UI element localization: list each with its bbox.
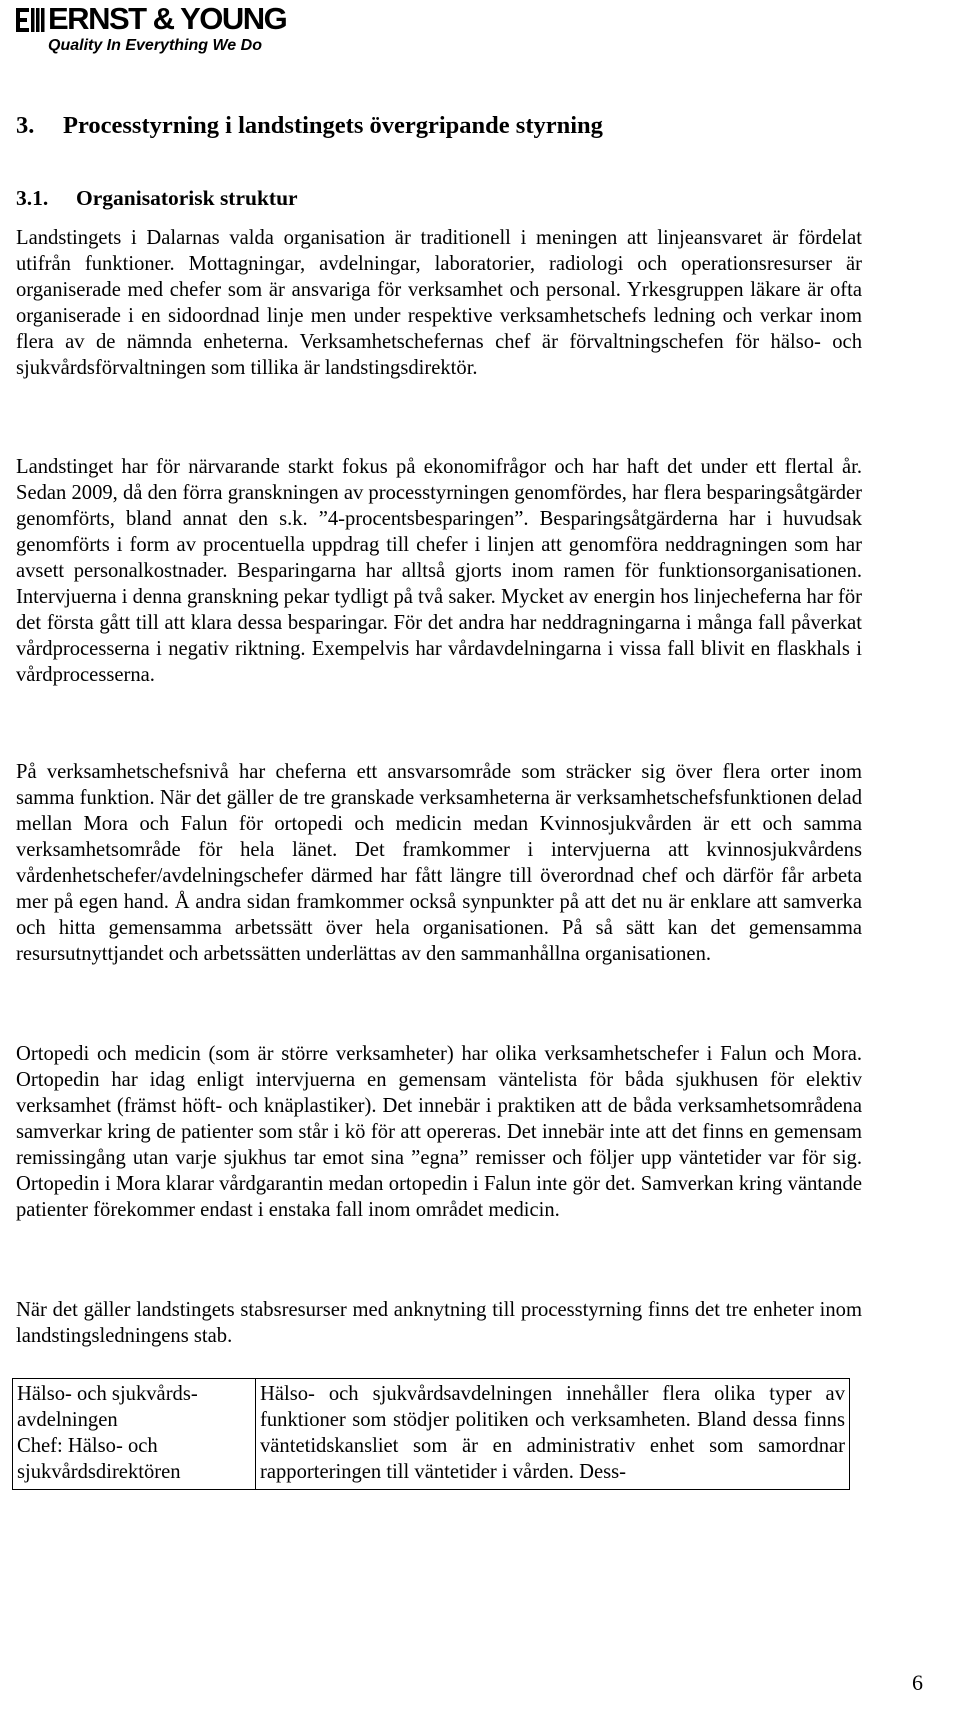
unit-name-line: Hälso- och sjukvårds- [17, 1383, 198, 1405]
ey-logo-mark-icon [16, 6, 46, 34]
section-number: 3. [16, 112, 35, 139]
paragraph: När det gäller landstingets stabsresurser med anknytning till processtyrning finns det tre enheter inom landstingsledningens stab. [16, 1299, 862, 1347]
paragraph: På verksamhetschefsnivå har cheferna ett ansvarsområde som sträcker sig över flera orter inom samma funktion. När det gäller de tre granskade verksamheterna är verksamhetschefsfunktionen delad mellan Mora och Falun för ortopedi och medicin medan Kvinnosjukvården är ett och samma verksamhetsområde för hela länet. Det framkommer i intervjuerna att kvinnosjukvårdens vårdenhetschefer/avdelningschefer därmed har fått längre till överordnad chef och därför får arbeta mer på egen hand. Å andra sidan framkommer också synpunkter på att det nu är enklare att samverka och hitta gemensamma arbetssätt över hela organisationen. På så sätt kan det gemensamma resursutnyttjandet och arbetssätten underlättas av den sammanhållna organisationen. [16, 761, 862, 965]
unit-description-table [12, 1378, 850, 1490]
subsection-title: Organisatorisk struktur [76, 186, 298, 210]
subsection-heading [16, 180, 298, 216]
section-heading [16, 108, 603, 144]
brand-name: ERNST & YOUNG [48, 1, 287, 36]
section-title: Processtyrning i landstingets övergripande styrning [63, 112, 603, 139]
paragraph: Ortopedi och medicin (som är större verksamheter) har olika verksamhetschefer i Falun och Mora. Ortopedin har idag enligt intervjuerna en gemensam väntelista för båda sjukhusen för elektiv verksamhet (främst höft- och knäplastiker). Det innebär i praktiken att de båda verksamhetsområdena samverkar kring de patienter som står i kö för att opereras. Det innebär inte att det finns en gemensam remissingång utan varje sjukhus tar emot sina ”egna” remisser och följer upp väntetider var för sig. Ortopedin i Mora klarar vårdgarantin medan ortopedin i Falun inte gör det. Samverkan kring väntande patienter förekommer endast i enstaka fall inom området medicin. [16, 1043, 862, 1221]
unit-description-cell: Hälso- och sjukvårdsavdelningen innehåller flera olika typer av funktioner som stödjer politiken och verksamheten. Bland dessa finns väntetidskansliet som är en administrativ enhet som samordnar rapporteringen till väntetider i vården. Dess- [256, 1379, 850, 1490]
paragraph: Landstingets i Dalarnas valda organisation är traditionell i meningen att linjeansvaret är fördelat utifrån funktioner. Mottagningar, avdelningar, laboratorier, radiologi och operationsresurser är organiserade med chefer som är ansvariga för verksamhet och personal. Yrkesgruppen läkare är ofta organiserade i en sidoordnad linje men under respektive verksamhetschefs ledning och verkar inom flera av de nämnda enheterna. Verksamhetschefernas chef är förvaltningschefen för hälso- och sjukvårdsförvaltningen som tillika är landstingsdirektör. [16, 227, 862, 379]
paragraph: Landstinget har för närvarande starkt fokus på ekonomifrågor och har haft det under ett flertal år. Sedan 2009, då den förra granskningen av processtyrningen genomfördes, har flera besparingsåtgärder genomförts, bland annat den s.k. ”4-procentsbesparingen”. Besparingsåtgärderna har i huvudsak genomförts i form av procentuella uppdrag till chefer i linjen att genomföra neddragningen som har avsett personalkostnader. Besparingarna har alltså gjorts inom ramen för funktionsorganisationen. Intervjuerna i denna granskning pekar tydligt på två saker. Mycket av energin hos linjecheferna har för det första gått till att klara dessa besparingar. För det andra har neddragningarna i många fall påverkat vårdprocesserna i negativ riktning. Exempelvis har vårdavdelningarna i vissa fall blivit en flaskhals i vårdprocesserna. [16, 456, 862, 686]
unit-chief-line: Chef: Hälso- och [17, 1435, 158, 1457]
subsection-number: 3.1. [16, 186, 49, 210]
unit-name-cell [13, 1379, 256, 1490]
table-row [13, 1379, 850, 1490]
brand-tagline: Quality In Everything We Do [48, 37, 262, 54]
unit-chief-line: sjukvårdsdirektören [17, 1461, 181, 1483]
unit-name-line: avdelningen [17, 1409, 118, 1431]
page-number: 6 [912, 1670, 923, 1695]
company-logo [16, 1, 287, 58]
